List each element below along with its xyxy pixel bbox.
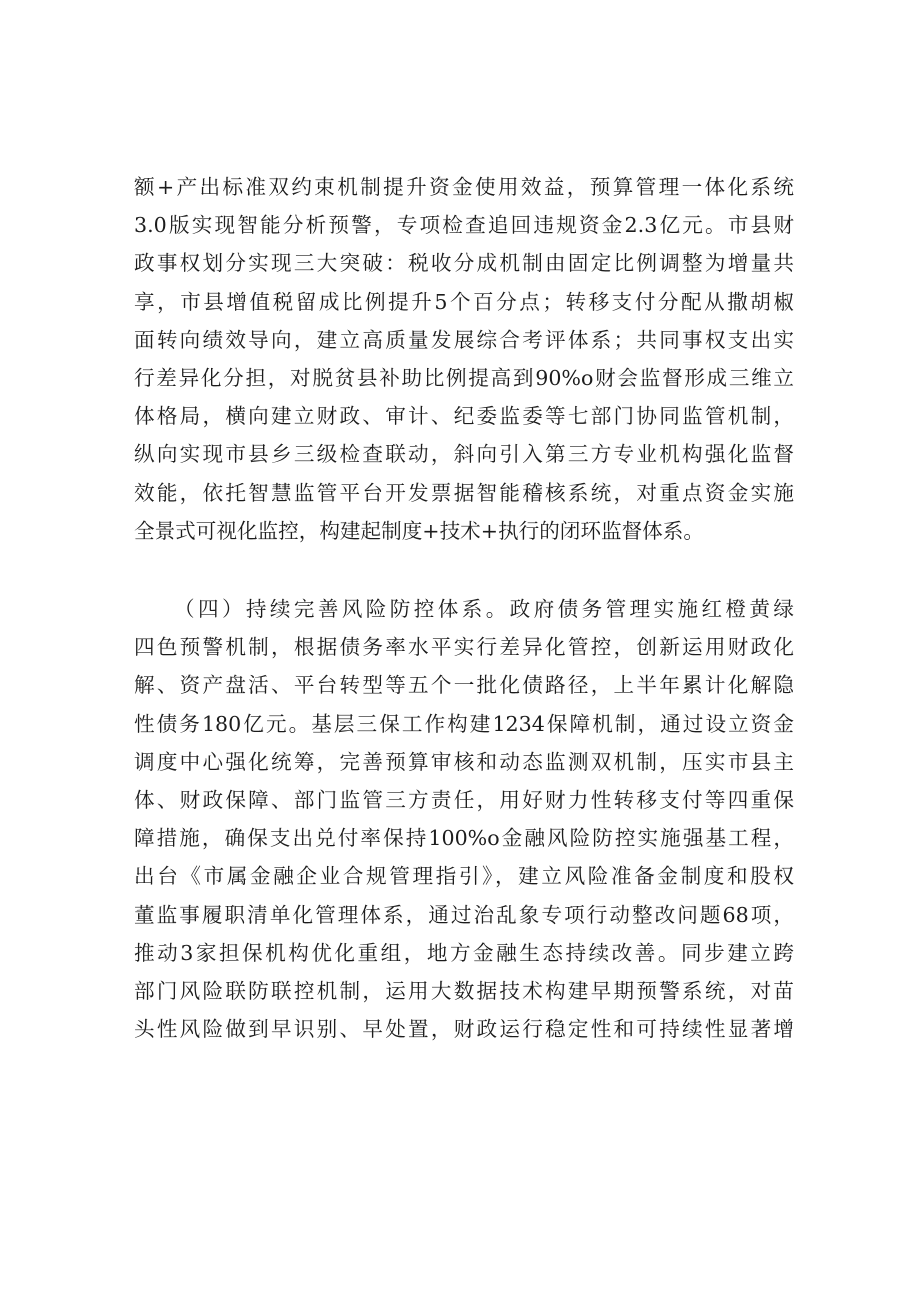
text-line: 解、资产盘活、平台转型等五个一批化债路径，上半年累计化解隐 <box>134 673 794 698</box>
text-line: 障措施，确保支出兑付率保持100%o金融风险防控实施强基工程， <box>134 826 794 851</box>
text-line: 体、财政保障、部门监管三方责任，用好财力性转移支付等四重保 <box>134 787 794 812</box>
text-line: 3.0版实现智能分析预警，专项检查追回违规资金2.3亿元。市县财 <box>134 213 794 238</box>
text-line: 性债务180亿元。基层三保工作构建1234保障机制，通过设立资金 <box>134 711 794 736</box>
paragraph-fiscal-supervision <box>134 168 794 550</box>
text-line: 四色预警机制，根据债务率水平实行差异化管控，创新运用财政化 <box>134 635 794 660</box>
text-line: 部门风险联防联控机制，运用大数据技术构建早期预警系统，对苗 <box>134 978 794 1003</box>
text-line: 出台《市属金融企业合规管理指引》，建立风险准备金制度和股权 <box>134 864 794 889</box>
text-line: 推动3家担保机构优化重组，地方金融生态持续改善。同步建立跨 <box>134 940 794 965</box>
paragraph-risk-prevention <box>134 590 794 1048</box>
text-line: 头性风险做到早识别、早处置，财政运行稳定性和可持续性显著增 <box>134 1017 794 1042</box>
text-line: 面转向绩效导向，建立高质量发展综合考评体系；共同事权支出实 <box>134 327 794 352</box>
text-line: 额+产出标准双约束机制提升资金使用效益，预算管理一体化系统 <box>134 175 794 199</box>
section-heading-line: （四）持续完善风险防控体系。政府债务管理实施红橙黄绿 <box>174 597 794 621</box>
text-line: 享，市县增值税留成比例提升5个百分点；转移支付分配从撒胡椒 <box>134 289 794 314</box>
text-line: 体格局，横向建立财政、审计、纪委监委等七部门协同监管机制， <box>134 404 794 429</box>
text-line: 纵向实现市县乡三级检查联动，斜向引入第三方专业机构强化监督 <box>134 442 794 467</box>
text-line: 行差异化分担，对脱贫县补助比例提高到90%o财会监督形成三维立 <box>134 365 794 390</box>
text-line: 调度中心强化统筹，完善预算审核和动态监测双机制，压实市县主 <box>134 749 794 774</box>
text-line: 政事权划分实现三大突破：税收分成机制由固定比例调整为增量共 <box>134 251 794 276</box>
text-line: 效能，依托智慧监管平台开发票据智能稽核系统，对重点资金实施 <box>134 480 794 505</box>
text-line: 董监事履职清单化管理体系，通过治乱象专项行动整改问题68项， <box>134 902 794 927</box>
text-line: 全景式可视化监控，构建起制度+技术+执行的闭环监督体系。 <box>134 518 704 543</box>
